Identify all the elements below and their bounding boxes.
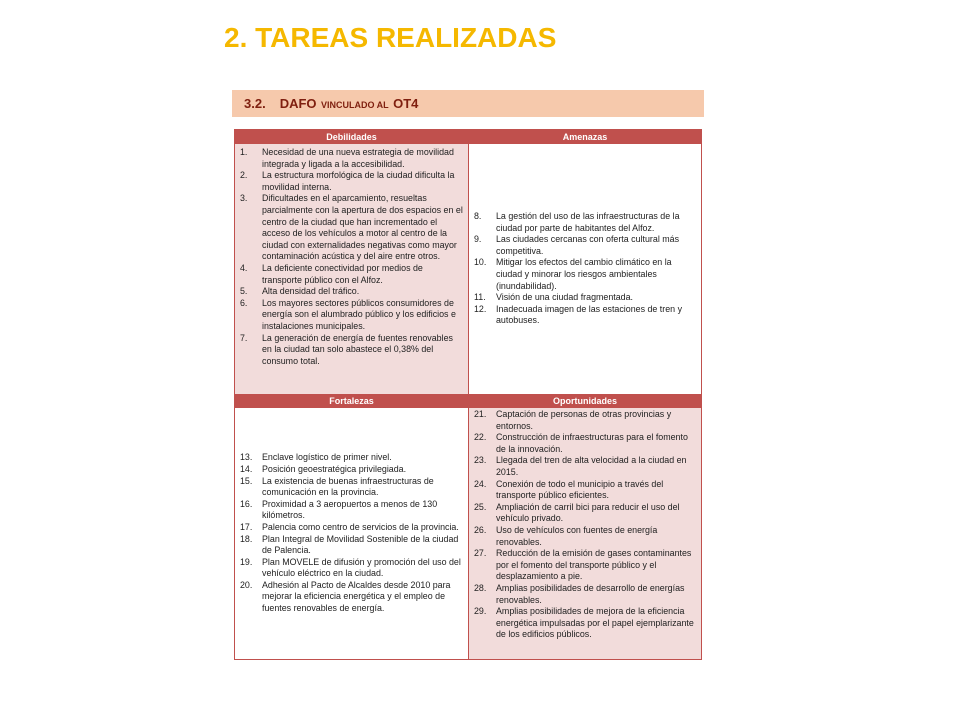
list-item xyxy=(474,234,698,257)
oportunidades-header: Oportunidades xyxy=(469,394,701,408)
item-number: 8. xyxy=(474,211,482,222)
oportunidades-cell xyxy=(469,408,701,659)
list-item xyxy=(240,286,465,298)
item-text: Inadecuada imagen de las estaciones de tren y autobuses. xyxy=(496,303,683,326)
item-text: Uso de vehículos con fuentes de energía renovables. xyxy=(496,524,658,547)
dafo-table xyxy=(234,129,702,660)
section-word-ot4: OT4 xyxy=(393,95,419,111)
item-text: Amplias posibilidades de desarrollo de energías renovables. xyxy=(496,582,685,605)
item-text: Conexión de todo el municipio a través del transporte público eficientes. xyxy=(496,478,664,501)
item-text: La gestión del uso de las infraestructuras de la ciudad por parte de habitantes del Alfoz. xyxy=(496,211,680,233)
item-text: Adhesión al Pacto de Alcaldes desde 2010 para mejorar la eficiencia energética y el empleo de fuentes renovables de energía. xyxy=(262,579,451,614)
item-text: Mitigar los efectos del cambio climático en la ciudad y minorar los riesgos ambientales (inundabilidad). xyxy=(496,257,672,291)
item-text: Alta densidad del tráfico. xyxy=(262,286,360,297)
item-text: La estructura morfológica de la ciudad dificulta la movilidad interna. xyxy=(262,170,455,192)
item-text: Captación de personas de otras provincias y entornos. xyxy=(496,409,672,431)
item-number: 6. xyxy=(240,297,248,308)
fortalezas-header: Fortalezas xyxy=(235,394,468,408)
item-number: 20. xyxy=(240,579,253,590)
list-item xyxy=(474,502,698,525)
item-number: 9. xyxy=(474,234,482,245)
debilidades-header: Debilidades xyxy=(235,130,468,144)
section-number: 3.2. xyxy=(244,96,266,111)
item-number: 3. xyxy=(240,193,248,204)
list-item xyxy=(474,525,698,548)
list-item xyxy=(240,499,465,522)
section-heading xyxy=(280,95,419,113)
list-item xyxy=(240,534,465,557)
item-number: 14. xyxy=(240,463,253,474)
item-number: 7. xyxy=(240,332,248,343)
item-number: 13. xyxy=(240,452,253,463)
oportunidades-list xyxy=(474,409,698,641)
section-word-vinculado: VINCULADO AL xyxy=(320,99,389,110)
item-text: Palencia como centro de servicios de la provincia. xyxy=(262,521,459,532)
amenazas-cell xyxy=(469,144,701,394)
list-item xyxy=(474,432,698,455)
list-item xyxy=(474,606,698,641)
item-number: 11. xyxy=(474,292,486,303)
list-item xyxy=(240,476,465,499)
item-text: Los mayores sectores públicos consumidores de energía son el alumbrado público y los edificios e instalaciones municipales. xyxy=(262,297,456,331)
list-item xyxy=(474,211,698,234)
column-divider xyxy=(468,130,469,659)
item-number: 15. xyxy=(240,475,253,486)
list-item xyxy=(474,583,698,606)
page-title: 2. TAREAS REALIZADAS xyxy=(224,22,557,53)
list-item xyxy=(240,298,465,333)
item-number: 16. xyxy=(240,498,253,509)
list-item xyxy=(240,170,465,193)
debilidades-cell xyxy=(235,144,468,394)
amenazas-list xyxy=(474,211,698,327)
item-text: Construcción de infraestructuras para el fomento de la innovación. xyxy=(496,432,688,454)
list-item xyxy=(240,147,465,170)
item-number: 24. xyxy=(474,478,487,489)
item-text: Plan Integral de Movilidad Sostenible de la ciudad de Palencia. xyxy=(262,533,459,556)
list-item xyxy=(240,557,465,580)
list-item xyxy=(240,452,465,464)
item-number: 25. xyxy=(474,501,487,512)
item-number: 21. xyxy=(474,409,487,419)
list-item xyxy=(474,479,698,502)
list-item xyxy=(474,257,698,292)
item-number: 18. xyxy=(240,533,253,544)
item-text: La existencia de buenas infraestructuras de comunicación en la provincia. xyxy=(262,475,434,498)
item-number: 10. xyxy=(474,257,487,268)
item-number: 27. xyxy=(474,548,487,559)
item-number: 29. xyxy=(474,606,487,617)
item-text: La deficiente conectividad por medios de transporte público con el Alfoz. xyxy=(262,262,423,285)
item-text: Las ciudades cercanas con oferta cultural más competitiva. xyxy=(496,234,680,256)
item-number: 28. xyxy=(474,582,487,593)
fortalezas-list xyxy=(240,452,465,614)
list-item xyxy=(240,193,465,263)
fortalezas-cell xyxy=(235,408,468,659)
list-item xyxy=(474,409,698,432)
list-item xyxy=(474,292,698,304)
debilidades-list xyxy=(240,147,465,367)
list-item xyxy=(240,263,465,286)
list-item xyxy=(240,333,465,368)
item-number: 5. xyxy=(240,286,248,297)
item-number: 26. xyxy=(474,524,487,535)
item-text: Enclave logístico de primer nivel. xyxy=(262,452,392,463)
item-number: 12. xyxy=(474,303,487,314)
section-word-dafo: DAFO xyxy=(279,95,317,111)
item-text: Llegada del tren de alta velocidad a la ciudad en 2015. xyxy=(496,455,687,477)
item-text: Necesidad de una nueva estrategia de movilidad integrada y ligada a la accesibilidad. xyxy=(262,147,454,169)
item-text: Reducción de la emisión de gases contaminantes por el fomento del transporte público y el desplazamiento a pie. xyxy=(496,548,692,582)
item-text: Proximidad a 3 aeropuertos a menos de 130 kilómetros. xyxy=(262,498,438,521)
item-text: Dificultades en el aparcamiento, resueltas parcialmente con la apertura de dos espacios en el centro de la ciudad que han incrementado el acceso de los vehículos a motor al centro de la ciudad con externalidades negativas como mayor contaminación acústica y del aire entre otros. xyxy=(262,193,463,262)
item-text: Ampliación de carril bici para reducir el uso del vehículo privado. xyxy=(496,501,680,524)
amenazas-header: Amenazas xyxy=(469,130,701,144)
item-number: 23. xyxy=(474,455,487,466)
item-text: Amplias posibilidades de mejora de la eficiencia energética impulsadas por el papel ejemplarizante de los edificios públicos. xyxy=(496,606,694,640)
item-number: 2. xyxy=(240,170,248,181)
item-text: Posición geoestratégica privilegiada. xyxy=(262,463,407,474)
list-item xyxy=(474,304,698,327)
item-number: 17. xyxy=(240,521,253,532)
item-number: 1. xyxy=(240,147,248,157)
item-text: La generación de energía de fuentes renovables en la ciudad tan solo abastece el 0,38% del consumo total. xyxy=(262,332,453,366)
item-text: Plan MOVELE de difusión y promoción del uso del vehículo eléctrico en la ciudad. xyxy=(262,556,461,579)
section-heading-bar xyxy=(232,90,704,117)
item-number: 19. xyxy=(240,556,253,567)
item-number: 4. xyxy=(240,262,248,273)
list-item xyxy=(240,464,465,476)
list-item xyxy=(474,548,698,583)
list-item xyxy=(240,522,465,534)
list-item xyxy=(474,455,698,478)
item-text: Visión de una ciudad fragmentada. xyxy=(496,292,634,303)
list-item xyxy=(240,580,465,615)
item-number: 22. xyxy=(474,432,487,443)
